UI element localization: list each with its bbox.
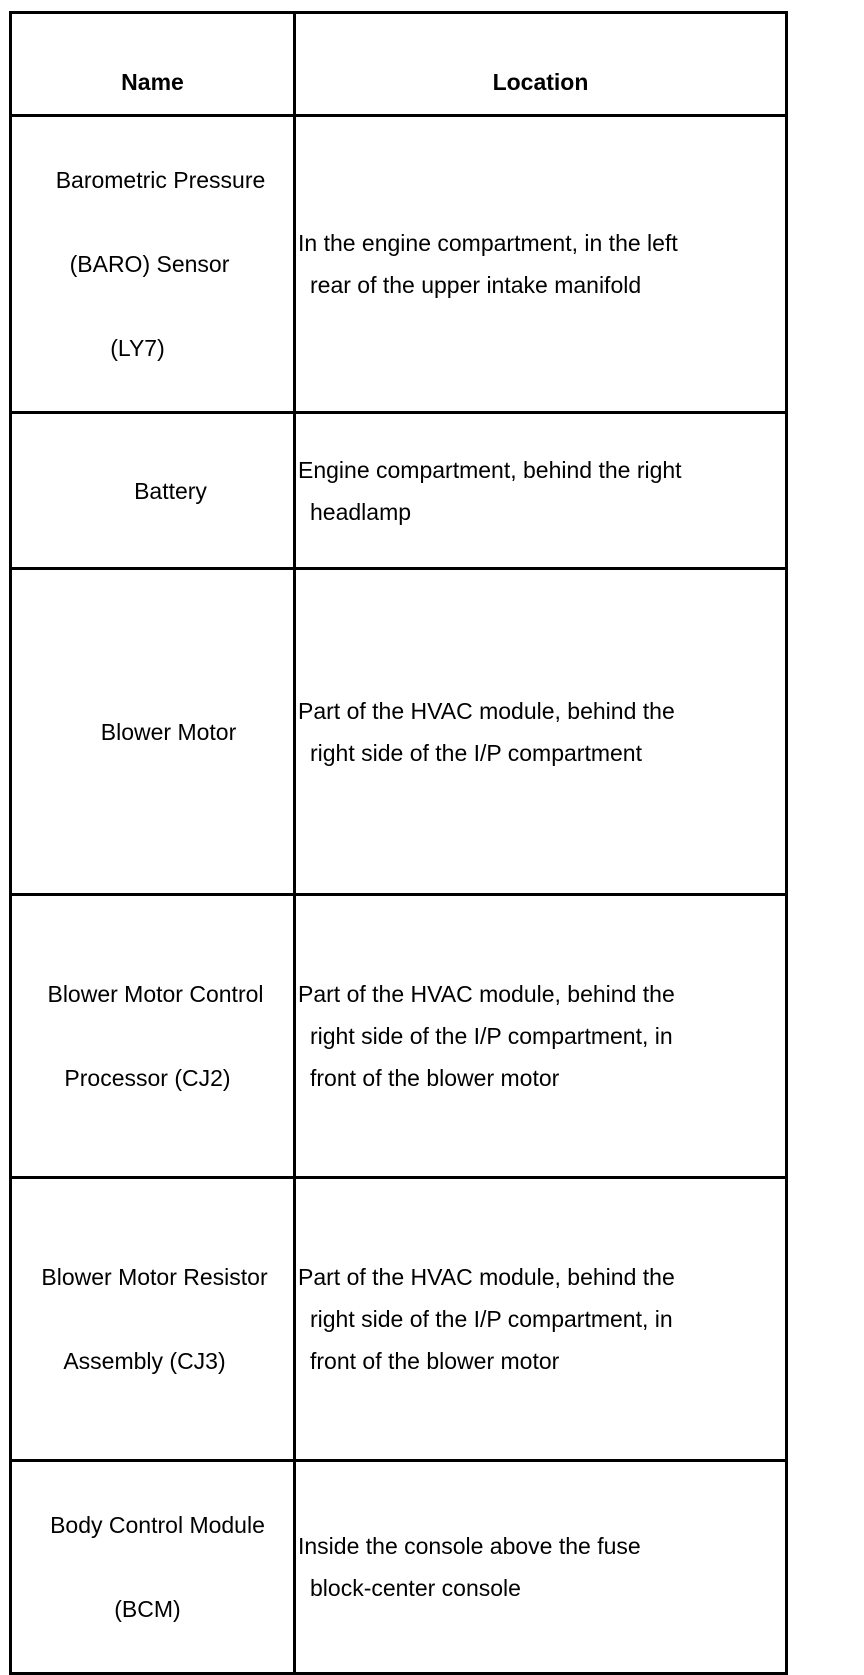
component-location-table: [9, 11, 788, 1675]
component-location-cell: [295, 1461, 787, 1674]
component-name-cell: [11, 1461, 295, 1674]
table-row: [11, 1178, 787, 1461]
component-location-cell: [295, 569, 787, 895]
component-name-cell: [11, 895, 295, 1178]
component-location-cell: [295, 413, 787, 569]
component-location-line: Part of the HVAC module, behind the: [298, 697, 675, 724]
component-name-line: Blower Motor: [100, 718, 237, 745]
component-location-line: front of the blower motor: [310, 1065, 560, 1091]
component-name-line: (BARO) Sensor: [69, 251, 230, 277]
component-location-line: headlamp: [310, 498, 412, 525]
table-header-row: [11, 13, 787, 116]
component-location-line: front of the blower motor: [310, 1348, 560, 1374]
component-location-line: right side of the I/P compartment: [310, 739, 642, 766]
component-name-cell: [11, 116, 295, 413]
component-location-line: block-center console: [310, 1575, 521, 1601]
component-name-line: (BCM): [114, 1596, 181, 1622]
component-name-cell: [11, 1178, 295, 1461]
component-location-line: right side of the I/P compartment, in: [310, 1023, 673, 1049]
component-location-line: Inside the console above the fuse: [298, 1533, 641, 1559]
component-name-line: Blower Motor Control: [47, 981, 264, 1007]
component-location-line: Engine compartment, behind the right: [298, 456, 682, 483]
component-location-line: right side of the I/P compartment, in: [310, 1306, 673, 1332]
component-name-line: Processor (CJ2): [64, 1065, 231, 1091]
table-row: [11, 1461, 787, 1674]
header-location: Location: [295, 13, 787, 116]
table-row: [11, 569, 787, 895]
component-name-cell: [11, 569, 295, 895]
component-name-line: Battery: [134, 477, 207, 504]
component-name-line: Barometric Pressure: [55, 167, 266, 193]
component-location-line: Part of the HVAC module, behind the: [298, 1264, 675, 1290]
table-row: [11, 413, 787, 569]
component-name-line: (LY7): [110, 335, 165, 361]
component-location-line: Part of the HVAC module, behind the: [298, 981, 675, 1007]
component-name-line: Blower Motor Resistor: [41, 1264, 268, 1290]
component-name-cell: [11, 413, 295, 569]
table-row: [11, 895, 787, 1178]
component-location-line: rear of the upper intake manifold: [310, 272, 642, 298]
component-name-line: Assembly (CJ3): [63, 1348, 226, 1374]
header-name: Name: [11, 13, 295, 116]
component-name-line: Body Control Module: [50, 1512, 265, 1538]
component-location-cell: [295, 116, 787, 413]
component-location-cell: [295, 895, 787, 1178]
table-row: [11, 116, 787, 413]
component-location-line: In the engine compartment, in the left: [298, 230, 678, 256]
component-location-cell: [295, 1178, 787, 1461]
